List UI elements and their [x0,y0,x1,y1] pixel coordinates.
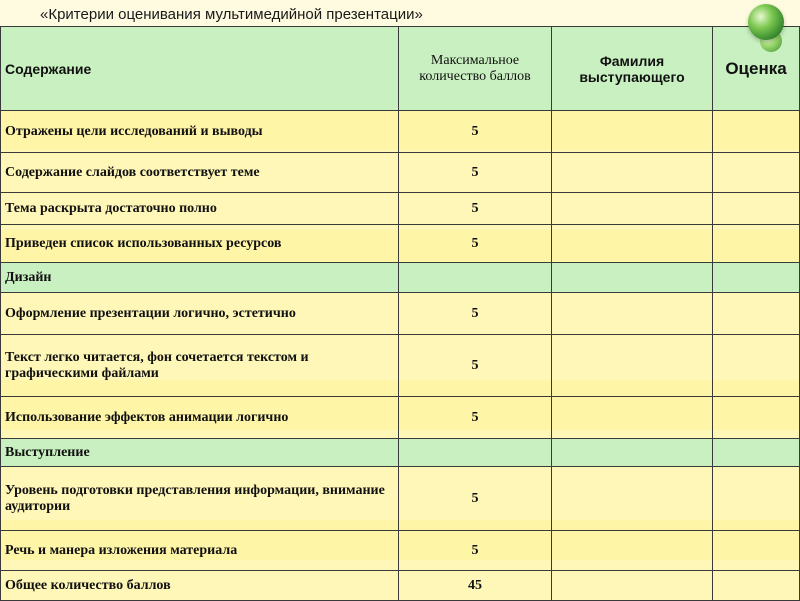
max-score-cell: 5 [399,467,552,531]
grade-cell[interactable] [713,467,800,531]
header-grade: Оценка [713,27,800,111]
table-body [1,111,800,601]
header-speaker-name: Фамилия выступающего [552,27,713,111]
table-row [1,293,800,335]
header-content: Содержание [1,27,399,111]
max-score-cell [399,263,552,293]
max-score-cell: 5 [399,111,552,153]
total-row [1,571,800,601]
criterion-label: Выступление [1,439,399,467]
criterion-label: Дизайн [1,263,399,293]
grade-cell[interactable] [713,335,800,397]
criteria-table [0,26,800,601]
grade-cell[interactable] [713,153,800,193]
max-score-cell: 5 [399,193,552,225]
criterion-label: Оформление презентации логично, эстетично [1,293,399,335]
slide-title: «Критерии оценивания мультимедийной презентации» [40,6,423,23]
criterion-label: Уровень подготовки представления информации, внимание аудитории [1,467,399,531]
speaker-name-cell[interactable] [552,467,713,531]
speaker-name-cell[interactable] [552,111,713,153]
speaker-name-cell[interactable] [552,531,713,571]
max-score-cell: 5 [399,225,552,263]
grade-cell[interactable] [713,531,800,571]
table-row [1,111,800,153]
criterion-label: Содержание слайдов соответствует теме [1,153,399,193]
grade-cell[interactable] [713,293,800,335]
criterion-label: Отражены цели исследований и выводы [1,111,399,153]
grade-cell[interactable] [713,263,800,293]
criterion-label: Текст легко читается, фон сочетается текстом и графическими файлами [1,335,399,397]
speaker-name-cell[interactable] [552,153,713,193]
table-row [1,397,800,439]
section-row [1,439,800,467]
section-row [1,263,800,293]
table-row [1,193,800,225]
max-score-cell: 5 [399,335,552,397]
criterion-label: Общее количество баллов [1,571,399,601]
max-score-cell: 5 [399,153,552,193]
criterion-label: Приведен список использованных ресурсов [1,225,399,263]
grade-cell[interactable] [713,193,800,225]
max-score-cell [399,439,552,467]
max-score-cell: 5 [399,531,552,571]
table-row [1,531,800,571]
grade-cell[interactable] [713,571,800,601]
speaker-name-cell[interactable] [552,263,713,293]
grade-cell[interactable] [713,397,800,439]
decorative-orb-icon [748,4,784,40]
speaker-name-cell[interactable] [552,571,713,601]
grade-cell[interactable] [713,439,800,467]
table-row [1,467,800,531]
criterion-label: Тема раскрыта достаточно полно [1,193,399,225]
grade-cell[interactable] [713,225,800,263]
table-row [1,225,800,263]
header-max-score: Максимальное количество баллов [399,27,552,111]
speaker-name-cell[interactable] [552,439,713,467]
table-row [1,335,800,397]
speaker-name-cell[interactable] [552,397,713,439]
criterion-label: Использование эффектов анимации логично [1,397,399,439]
criterion-label: Речь и манера изложения материала [1,531,399,571]
grade-cell[interactable] [713,111,800,153]
table-header-row [1,27,800,111]
max-score-cell: 5 [399,293,552,335]
max-score-cell: 45 [399,571,552,601]
table-row [1,153,800,193]
max-score-cell: 5 [399,397,552,439]
speaker-name-cell[interactable] [552,293,713,335]
speaker-name-cell[interactable] [552,335,713,397]
speaker-name-cell[interactable] [552,193,713,225]
speaker-name-cell[interactable] [552,225,713,263]
